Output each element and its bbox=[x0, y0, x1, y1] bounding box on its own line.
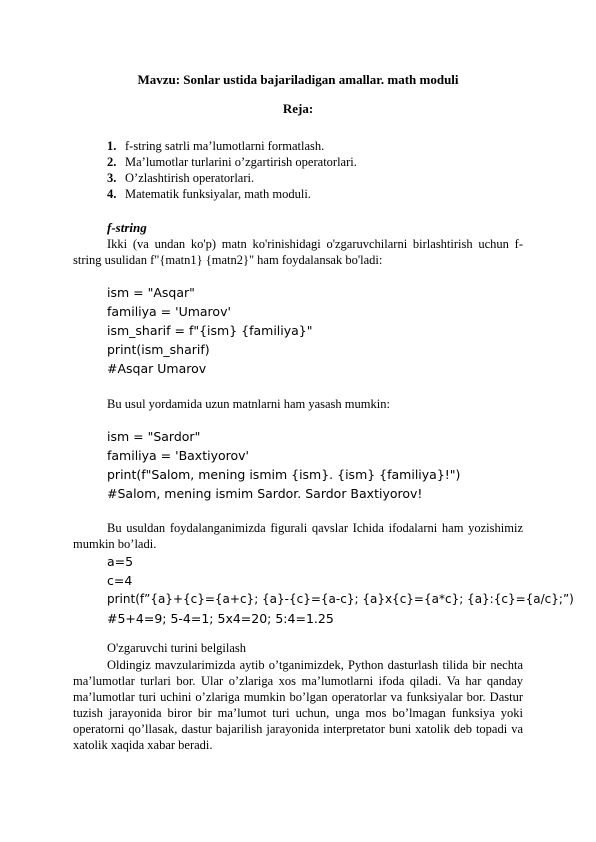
code-line: print(ism_sharif) bbox=[107, 342, 210, 357]
code-line: print(f”{a}+{c}={a+c}; {a}-{c}={a-c}; {a}x{c}={a*c}; {a}:{c}={a/c};”) bbox=[107, 592, 574, 606]
plan-item-text: O’zlashtirish operatorlari. bbox=[125, 171, 255, 185]
plan-list bbox=[107, 138, 357, 202]
code-line: ism_sharif = f"{ism} {familiya}" bbox=[107, 323, 313, 338]
plan-item bbox=[107, 170, 357, 186]
plan-item-number: 4. bbox=[107, 187, 117, 201]
code-line: print(f"Salom, mening ismim {ism}. {ism} {familiya}!") bbox=[107, 467, 461, 482]
plan-heading: Reja: bbox=[282, 101, 314, 116]
code-line: familiya = 'Umarov' bbox=[107, 304, 231, 319]
plan-item-number: 3. bbox=[107, 171, 117, 185]
plan-item-number: 1. bbox=[107, 139, 117, 153]
plan-item-text: Ma’lumotlar turlarini o’zgartirish operatorlari. bbox=[125, 155, 357, 169]
paragraph-intro bbox=[73, 236, 523, 268]
code-line: familiya = 'Baxtiyorov' bbox=[107, 448, 249, 463]
code-line: #Salom, mening ismim Sardor. Sardor Baxtiyorov! bbox=[107, 486, 423, 501]
code-line: #5+4=9; 5-4=1; 5x4=20; 5:4=1.25 bbox=[107, 611, 334, 626]
paragraph-text: Bu usuldan foydalanganimizda figurali qavslar Ichida ifodalarni ham yozishimiz mumkin bo’ladi. bbox=[73, 521, 523, 551]
code-block-3 bbox=[107, 552, 574, 628]
code-block-2 bbox=[107, 427, 460, 503]
paragraph-text: Ikki (va undan ko'p) matn ko'rinishidagi o'zgaruvchilarni birlashtirish uchun f-string usulidan f"{matn1} {matn2}" ham foydalansak bo'ladi: bbox=[73, 237, 523, 267]
paragraph-expressions bbox=[73, 520, 523, 552]
plan-item bbox=[107, 186, 357, 202]
plan-item-number: 2. bbox=[107, 155, 117, 169]
plan-item bbox=[107, 154, 357, 170]
plan-item-text: f-string satrli ma’lumotlarni formatlash. bbox=[125, 139, 325, 153]
code-block-1 bbox=[107, 283, 313, 378]
code-line: #Asqar Umarov bbox=[107, 361, 207, 376]
page-title: Mavzu: Sonlar ustida bajariladigan amallar. math moduli bbox=[137, 72, 459, 87]
code-line: ism = "Sardor" bbox=[107, 429, 201, 444]
plan-item bbox=[107, 138, 357, 154]
paragraph-text: Oldingiz mavzularimizda aytib o’tganimizdek, Python dasturlash tilida bir nechta ma’lumotlar turlari bor. Ular o’zlariga xos ma’lumotlarni ifoda qiladi. Va har qanday ma’lumotlar turi uchini o’zlariga mumkin bo’lgan operatorlar va funksiyalar bor. Dastur tuzish jarayonida biror bir ma’lumot turi uchun, unga mos bo’lmagan funksiya yoki operatorni qo’llasak, dastur bajarilish jarayonida interpretator buni xatolik deb topadi va xatolik xaqida xabar beradi. bbox=[73, 658, 523, 752]
code-line: a=5 bbox=[107, 554, 134, 569]
paragraph-types bbox=[73, 657, 523, 753]
subheading-variable-type: O'zgaruvchi turini belgilash bbox=[107, 641, 247, 655]
plan-item-text: Matematik funksiyalar, math moduli. bbox=[125, 187, 311, 201]
paragraph-usage: Bu usul yordamida uzun matnlarni ham yasash mumkin: bbox=[107, 397, 390, 411]
section-heading: f-string bbox=[107, 220, 147, 235]
code-line: c=4 bbox=[107, 573, 133, 588]
code-line: ism = "Asqar" bbox=[107, 285, 195, 300]
